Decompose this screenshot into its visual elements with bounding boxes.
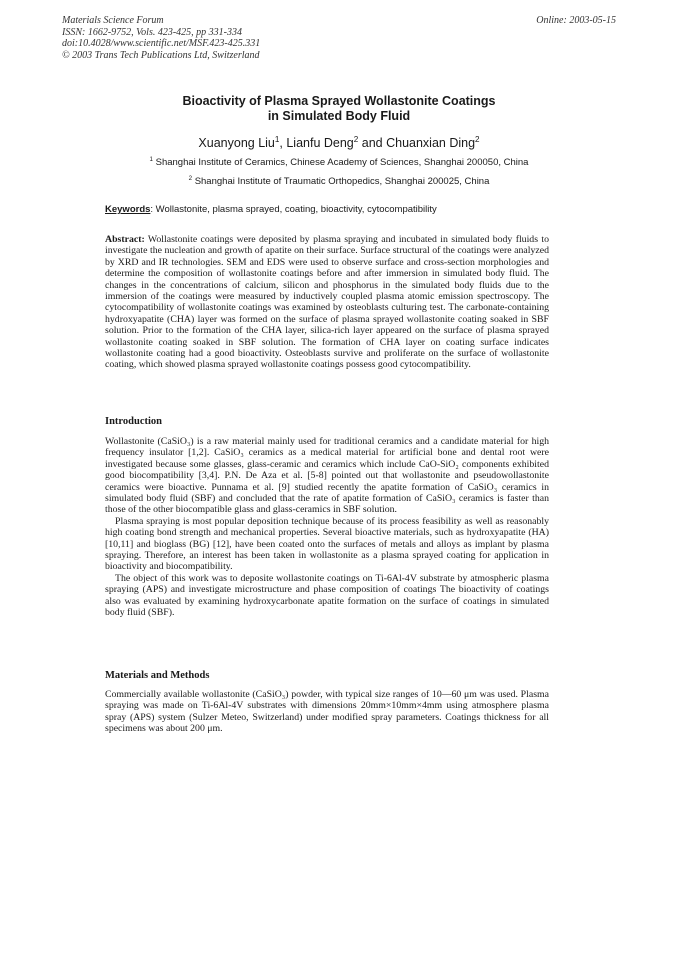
affiliation-text: Shanghai Institute of Traumatic Orthopedics, Shanghai 200025, China [194,176,490,187]
abstract-text: Wollastonite coatings were deposited by plasma spraying and incubated in simulated body fluids to investigate the nucleation and growth of apatite on their surface. Surface structural of the coatings were analyzed by XRD and IR technologies. SEM and EDS were used to observe surface and cross-section morphologies and determine the composition of wollastonite coatings before and after immersion in simulated body fluid. The changes in the concentrations of calcium, silicon and phosphorus in the simulated body fluids due to the immersion of the coatings were measured by inductively coupled plasma atomic emission spectroscopy. The cytocompatibility of wollastonite coatings was examined by osteoblasts culturing test. The carbonate-containing hydroxyapatite (CHA) layer was formed on the surface of plasma sprayed wollastonite coating soaked in SBF solution. Prior to the formation of the CHA layer, silica-rich layer appeared on the surface of plasma sprayed wollastonite coating soaked in SBF solution. The formation of CHA layer on coating surface indicates wollastonite coating had a good bioactivity. Osteoblasts survive and proliferate on the surface of wollastonite coating, which showed plasma sprayed wollastonite coatings possess good cytocompatibility. [105,234,549,371]
intro-paragraph-1: Wollastonite (CaSiO₃) is a raw material mainly used for traditional ceramics and a candidate material for high frequency insulator [1,2]. CaSiO₃ ceramics as a medical material for artificial bone and dental root were investigated because some glasses, glass-ceramic and ceramics which include CaO-SiO₂ components exhibited good biocompatibility [3,4]. P.N. De Aza et al. [5-8] pointed out that wollastonite and pseudowollastonite ceramics were bioactive. Punnama et al. [9] studied recently the apatite formation of CaSiO₃ ceramics in simulated body fluid (SBF) and concluded that the rate of apatite formation of CaSiO₃ ceramics is faster than those of the other biocompatible glass and glass-ceramics in SBF solution. [105,436,549,516]
author-name: Lianfu Deng [286,136,354,150]
journal-name: Materials Science Forum [62,15,164,26]
paper-title [0,94,678,124]
intro-paragraph-3: The object of this work was to deposite wollastonite coatings on Ti-6Al-4V substrate by atmospheric plasma spraying (APS) and investigate microstructure and phase composition of coatings The bioactivity of coatings also was evaluated by examining hydroxycarbonate apatite formation on the surface of coatings in simulated body fluid (SBF). [105,572,549,619]
keywords-label: Keywords [105,204,151,215]
doi-line: doi:10.4028/www.scientific.net/MSF.423-425.331 [62,38,261,49]
author-name: Xuanyong Liu [198,136,275,150]
author-separator: and [358,136,387,150]
introduction-heading: Introduction [105,416,162,427]
affiliation-mark: 2 [188,174,193,182]
introduction-body [105,436,549,619]
author-affiliation-mark: 1 [274,134,280,144]
journal-info [62,15,260,61]
abstract [105,234,549,371]
affiliation-mark: 1 [149,155,153,163]
affiliation-2 [0,176,678,187]
author-affiliation-mark: 2 [353,134,359,144]
copyright-line: © 2003 Trans Tech Publications Ltd, Switzerland [62,49,260,61]
title-line-2: in Simulated Body Fluid [267,109,411,123]
abstract-label: Abstract: [105,234,145,245]
keywords [105,204,437,215]
affiliation-1 [0,157,678,168]
author-separator: , [279,136,287,150]
author-affiliation-mark: 2 [475,134,480,144]
title-line-1: Bioactivity of Plasma Sprayed Wollastonite Coatings [182,94,496,108]
affiliation-text: Shanghai Institute of Ceramics, Chinese Academy of Sciences, Shanghai 200050, China [155,157,529,168]
author-list [0,136,678,150]
intro-paragraph-2: Plasma spraying is most popular deposition technique because of its process feasibility as well as reasonably high coating bond strength and mechanical properties. Several bioactive materials, such as hydroxyapatite (HA) [10,11] and bioglass (BG) [12], have been coated onto the surfaces of metals and alloys as implant by plasma spraying. Therefore, an interest has been taken in wollastonite as a plasma sprayed coating for application in bioactivity and biocompatibility. [105,515,549,573]
author-name: Chuanxian Ding [386,136,476,150]
keywords-text: : Wollastonite, plasma sprayed, coating, bioactivity, cytocompatibility [150,204,437,215]
online-date: Online: 2003-05-15 [536,15,616,26]
issn-line: ISSN: 1662-9752, Vols. 423-425, pp 331-334 [62,26,242,38]
methods-paragraph-1: Commercially available wollastonite (CaSiO₃) powder, with typical size ranges of 10—60 μm was used. Plasma spraying was made on Ti-6Al-4V substrates with dimensions 20mm×10mm×4mm using atmosphere plasma spray (APS) system (Sulzer Meteo, Switzerland) under modified spray parameters. Coatings thickness for all specimens was about 200 μm. [105,689,549,735]
methods-heading: Materials and Methods [105,670,210,681]
